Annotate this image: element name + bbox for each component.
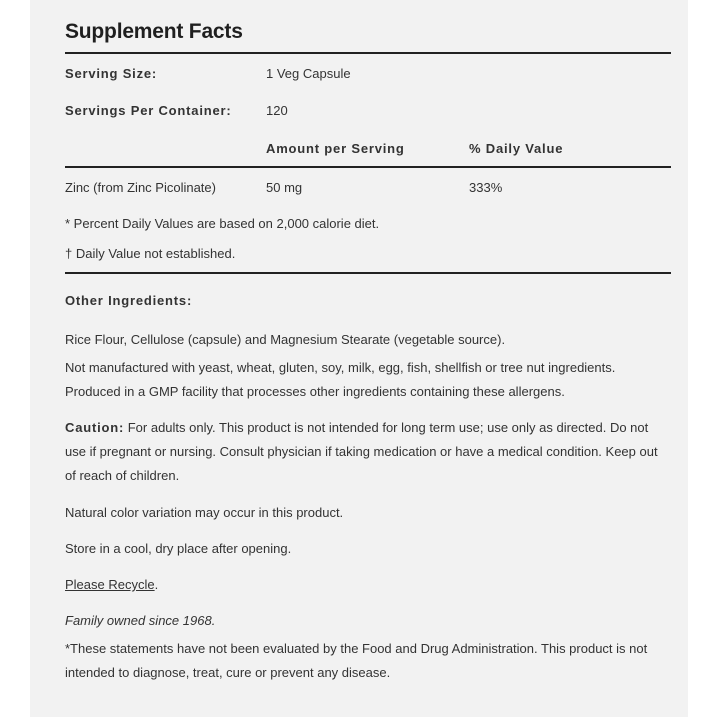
servings-per-container-label: Servings Per Container:	[65, 103, 232, 118]
serving-size-value: 1 Veg Capsule	[266, 66, 351, 81]
fda-disclaimer: *These statements have not been evaluated by the Food and Drug Administration. This product is not intended to diagnose, treat, cure or prevent any disease.	[65, 641, 648, 680]
daily-value-header: % Daily Value	[469, 141, 564, 156]
caution-label: Caution:	[65, 420, 125, 435]
color-variation-note: Natural color variation may occur in this product.	[65, 505, 344, 520]
percent-dv-footnote: * Percent Daily Values are based on 2,000 calorie diet.	[65, 216, 380, 231]
amount-per-serving-header: Amount per Serving	[266, 141, 405, 156]
nutrient-amount: 50 mg	[266, 180, 303, 195]
dagger-footnote: † Daily Value not established.	[65, 246, 236, 261]
serving-size-label: Serving Size:	[65, 66, 158, 81]
recycle-link[interactable]: Please Recycle	[65, 577, 155, 592]
recycle-note	[65, 573, 671, 597]
nutrient-daily-value: 333%	[469, 180, 503, 195]
footnote-divider	[65, 272, 671, 274]
servings-per-container-value: 120	[266, 103, 288, 118]
family-owned-note: Family owned since 1968.	[65, 613, 216, 628]
recycle-suffix: .	[154, 577, 159, 592]
ingredients-text: Rice Flour, Cellulose (capsule) and Magnesium Stearate (vegetable source).	[65, 332, 506, 347]
other-ingredients-heading: Other Ingredients:	[65, 293, 193, 308]
caution-body: For adults only. This product is not intended for long term use; use only as directed. Do not use if pregnant or nursing. Consult physician if taking medication or have a medical condition. Keep out of reach of children.	[65, 420, 658, 483]
supplement-facts-panel	[30, 0, 688, 717]
caution-text	[65, 416, 671, 488]
storage-note: Store in a cool, dry place after opening.	[65, 541, 292, 556]
title-divider	[65, 52, 671, 54]
nutrient-name: Zinc (from Zinc Picolinate)	[65, 180, 216, 195]
page-title: Supplement Facts	[65, 20, 243, 43]
table-header-divider	[65, 166, 671, 168]
allergen-text: Not manufactured with yeast, wheat, gluten, soy, milk, egg, fish, shellfish or tree nut ingredients. Produced in a GMP facility that processes other ingredients containing these allergens.	[65, 360, 616, 399]
